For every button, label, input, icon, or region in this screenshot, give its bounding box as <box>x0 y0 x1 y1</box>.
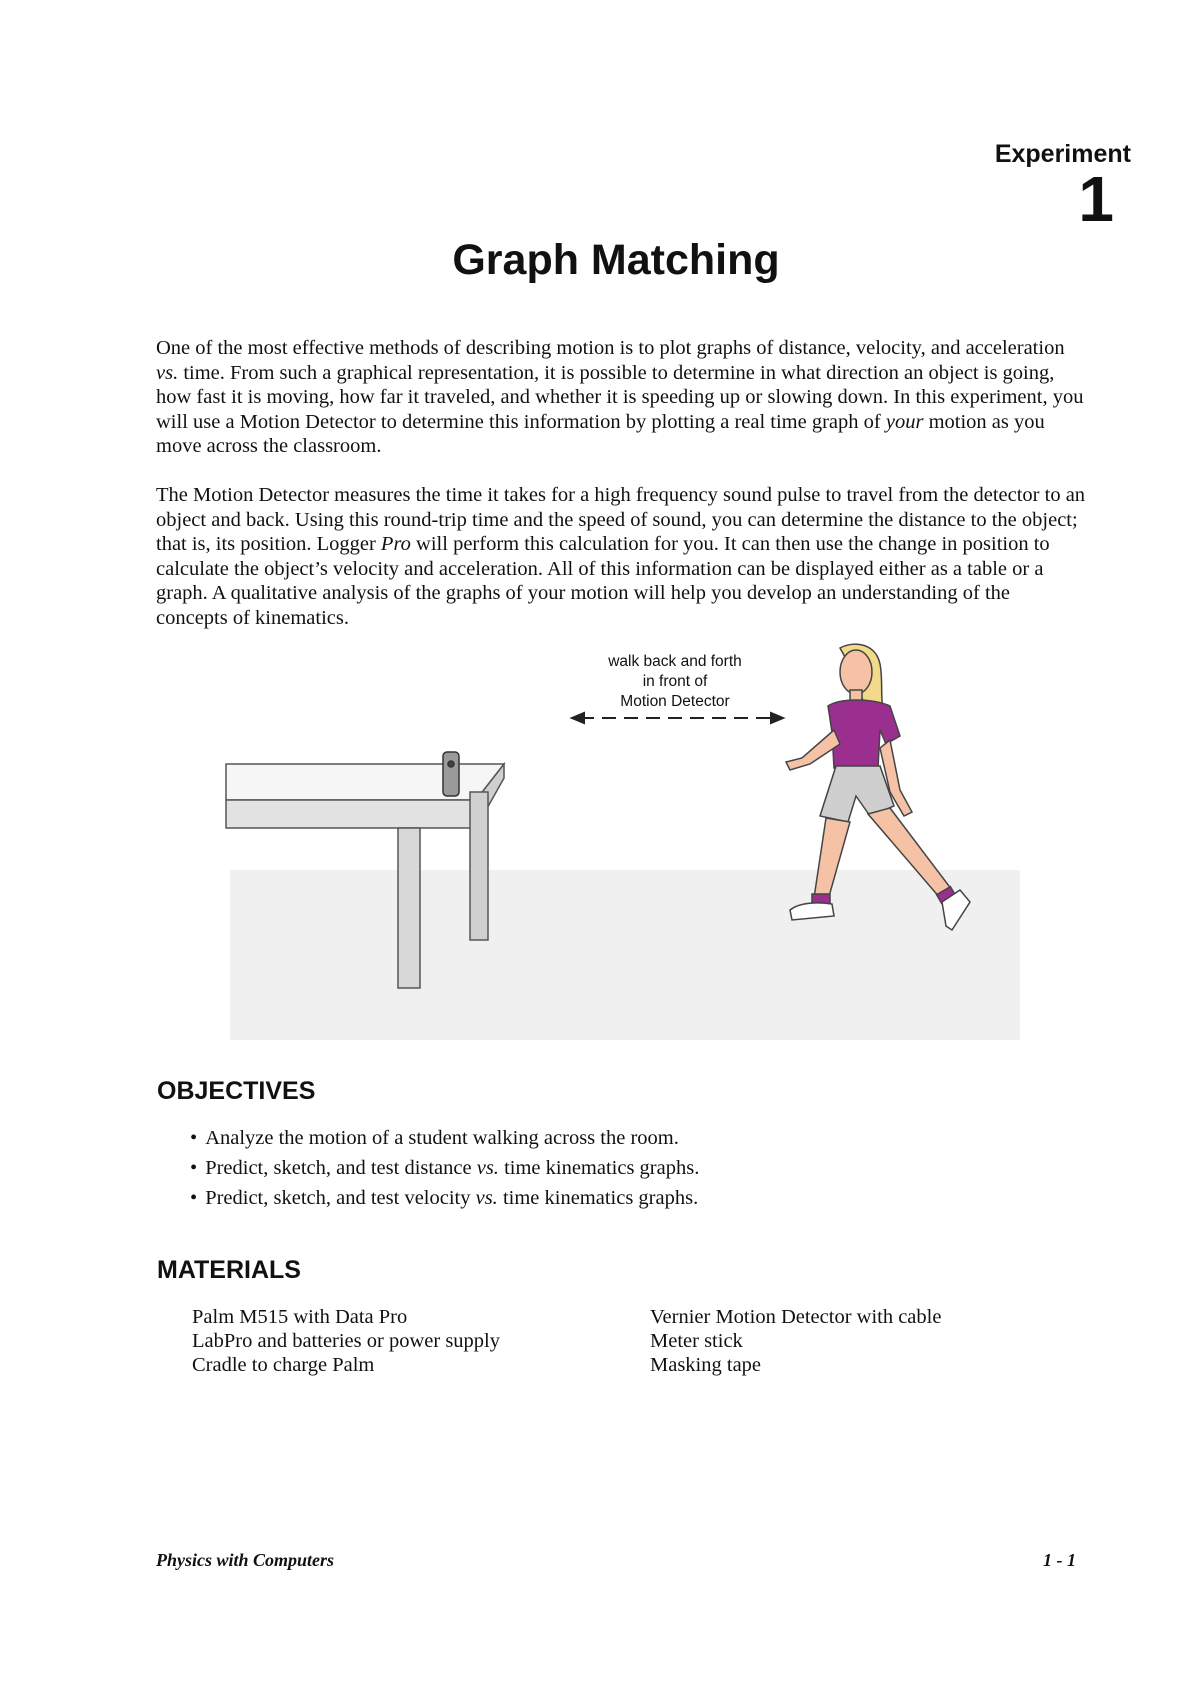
list-item <box>190 1153 699 1183</box>
figure-caption <box>560 652 790 712</box>
intro-paragraph-2 <box>156 483 1086 630</box>
figure-caption-line: in front of <box>642 673 708 690</box>
intro-text: One of the most effective methods of describing motion is to plot graphs of distance, velocity, and acceleration <box>156 337 1065 359</box>
materials-left-column <box>192 1305 500 1377</box>
intro-text: time. From such a graphical representation, it is possible to determine in what direction an object is going, how fast it is moving, how far it traveled, and whether it is speeding up or slowing down. In this experiment, you will use a Motion Detector to determine this information by plotting a real time graph of <box>156 361 1084 433</box>
experiment-number: 1 <box>1078 163 1114 235</box>
vs-italic: vs. <box>476 1157 499 1179</box>
your-italic: your <box>885 410 924 433</box>
footer-page-number: 1 - 1 <box>1043 1550 1076 1570</box>
list-item <box>190 1123 699 1153</box>
page-title: Graph Matching <box>452 236 780 284</box>
walk-arrow-icon <box>572 713 783 723</box>
materials-heading: MATERIALS <box>157 1256 301 1284</box>
footer-book-title: Physics with Computers <box>156 1550 335 1570</box>
list-item: Cradle to charge Palm <box>192 1354 375 1376</box>
vs-italic: vs. <box>475 1187 498 1209</box>
intro-paragraph-1 <box>156 336 1086 459</box>
vs-italic: vs. <box>156 361 179 384</box>
intro-text: will perform this calculation for you. It can then use the change in position to calculate the object’s velocity and acceleration. All of this information can be displayed either as a table or a graph. A qualitative analysis of the graphs of your motion will help you develop an understanding of the concepts of kinematics. <box>156 533 1050 629</box>
materials-right-column <box>650 1305 941 1377</box>
intro-text: motion as you move across the classroom. <box>156 410 1045 457</box>
list-item: LabPro and batteries or power supply <box>192 1330 500 1352</box>
list-item <box>190 1183 699 1213</box>
floor <box>230 870 1020 1040</box>
objective-text: Analyze the motion of a student walking across the room. <box>205 1127 679 1149</box>
intro-text: The Motion Detector measures the time it takes for a high frequency sound pulse to travel from the detector to an object and back. Using this round-trip time and the speed of sound, you can determine the distance to the object; that is, its position. Logger <box>156 484 1086 555</box>
figure-caption-line: Motion Detector <box>620 693 730 710</box>
objective-text: time kinematics graphs. <box>498 1157 700 1179</box>
objective-text: time kinematics graphs. <box>497 1187 699 1209</box>
pro-italic: Pro <box>380 533 411 555</box>
experiment-label: Experiment <box>994 140 1131 168</box>
objectives-list <box>190 1123 699 1213</box>
objectives-heading: OBJECTIVES <box>157 1077 316 1105</box>
figure-caption-line: walk back and forth <box>608 653 742 670</box>
list-item: Vernier Motion Detector with cable <box>650 1306 942 1328</box>
objective-text: Predict, sketch, and test velocity <box>205 1187 476 1209</box>
objective-text: Predict, sketch, and test distance <box>205 1157 477 1179</box>
list-item: Masking tape <box>650 1354 762 1376</box>
motion-detector-icon <box>443 752 459 796</box>
list-item: Meter stick <box>650 1330 743 1352</box>
list-item: Palm M515 with Data Pro <box>192 1306 408 1328</box>
